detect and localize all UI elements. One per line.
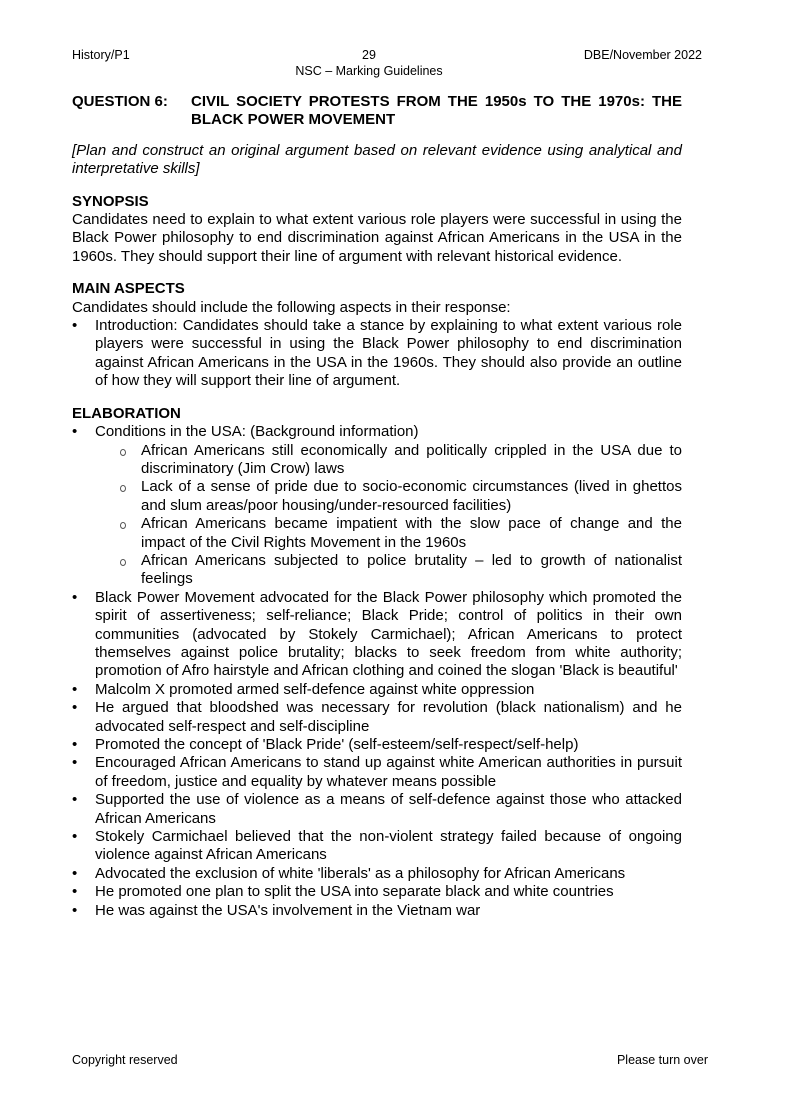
list-item: • He argued that bloodshed was necessary for revolution (black nationalism) and he advocated self-respect and self-discipline bbox=[72, 699, 682, 736]
list-item: • Promoted the concept of 'Black Pride' (self-esteem/self-respect/self-help) bbox=[72, 736, 682, 754]
main-aspects-intro: Candidates should include the following aspects in their response: bbox=[72, 298, 511, 316]
list-item bbox=[72, 423, 682, 589]
synopsis-heading: SYNOPSIS bbox=[72, 192, 149, 210]
conditions-sublist bbox=[95, 442, 682, 589]
document-body bbox=[72, 93, 682, 920]
header-subject: History/P1 bbox=[72, 48, 130, 62]
list-item: • Stokely Carmichael believed that the non-violent strategy failed because of ongoing violence against African Americans bbox=[72, 828, 682, 865]
list-item: • Encouraged African Americans to stand up against white American authorities in pursuit of freedom, justice and equality by whatever means possible bbox=[72, 754, 682, 791]
sub-list-item: African Americans still economically and politically crippled in the USA due to discriminatory (Jim Crow) laws bbox=[95, 442, 682, 479]
footer-turn-over: Please turn over bbox=[616, 1053, 708, 1067]
main-aspects-heading: MAIN ASPECTS bbox=[72, 280, 185, 298]
question-heading bbox=[72, 93, 682, 130]
list-item: • Advocated the exclusion of white 'liberals' as a philosophy for African Americans bbox=[72, 865, 682, 883]
footer-copyright: Copyright reserved bbox=[72, 1053, 178, 1067]
conditions-label: Conditions in the USA: (Background information) bbox=[95, 423, 419, 441]
list-item: • Black Power Movement advocated for the Black Power philosophy which promoted the spirit of assertiveness; self-reliance; Black Pride; control of politics in their own communities (advocated by Stokely Carmichael); African Americans to protect themselves against police brutality; blacks to seek freedom from white authority; promotion of Afro hairstyle and African clothing and coined the slogan 'Black is beautiful' bbox=[72, 589, 682, 681]
list-item: • Supported the use of violence as a means of self-defence against those who attacked African Americans bbox=[72, 791, 682, 828]
list-item: • He was against the USA's involvement in the Vietnam war bbox=[72, 902, 682, 920]
sub-list-item: African Americans subjected to police brutality – led to growth of nationalist feelings bbox=[95, 552, 682, 589]
main-aspects-list bbox=[72, 317, 682, 391]
sub-list-item: African Americans became impatient with the slow pace of change and the impact of the Civil Rights Movement in the 1960s bbox=[95, 515, 682, 552]
question-number: QUESTION 6: bbox=[72, 93, 168, 110]
question-title: CIVIL SOCIETY PROTESTS FROM THE 1950s TO THE 1970s: THE BLACK POWER MOVEMENT bbox=[191, 93, 682, 129]
header-exam-date: DBE/November 2022 bbox=[583, 48, 702, 62]
elaboration-heading: ELABORATION bbox=[72, 404, 181, 422]
list-item: • He promoted one plan to split the USA into separate black and white countries bbox=[72, 883, 682, 901]
header-subtitle: NSC – Marking Guidelines bbox=[295, 64, 443, 78]
question-instruction: [Plan and construct an original argument based on relevant evidence using analytical and interpretative skills] bbox=[72, 141, 682, 178]
list-item: • Introduction: Candidates should take a stance by explaining to what extent various role players were successful in using the Black Power philosophy to end discrimination against African Americans in the USA in the 1960s. They should also provide an outline of how they will support their line of argument. bbox=[72, 317, 682, 391]
sub-list-item: Lack of a sense of pride due to socio-economic circumstances (lived in ghettos and slum areas/poor housing/under-resourced facilities) bbox=[95, 478, 682, 515]
elaboration-list bbox=[72, 423, 682, 920]
synopsis-text: Candidates need to explain to what extent various role players were successful in using the Black Power philosophy to end discrimination against African Americans in the USA in the 1960s. They should support their line of argument with relevant historical evidence. bbox=[72, 211, 682, 265]
page-number: 29 bbox=[362, 48, 376, 62]
list-item: • Malcolm X promoted armed self-defence against white oppression bbox=[72, 681, 682, 699]
